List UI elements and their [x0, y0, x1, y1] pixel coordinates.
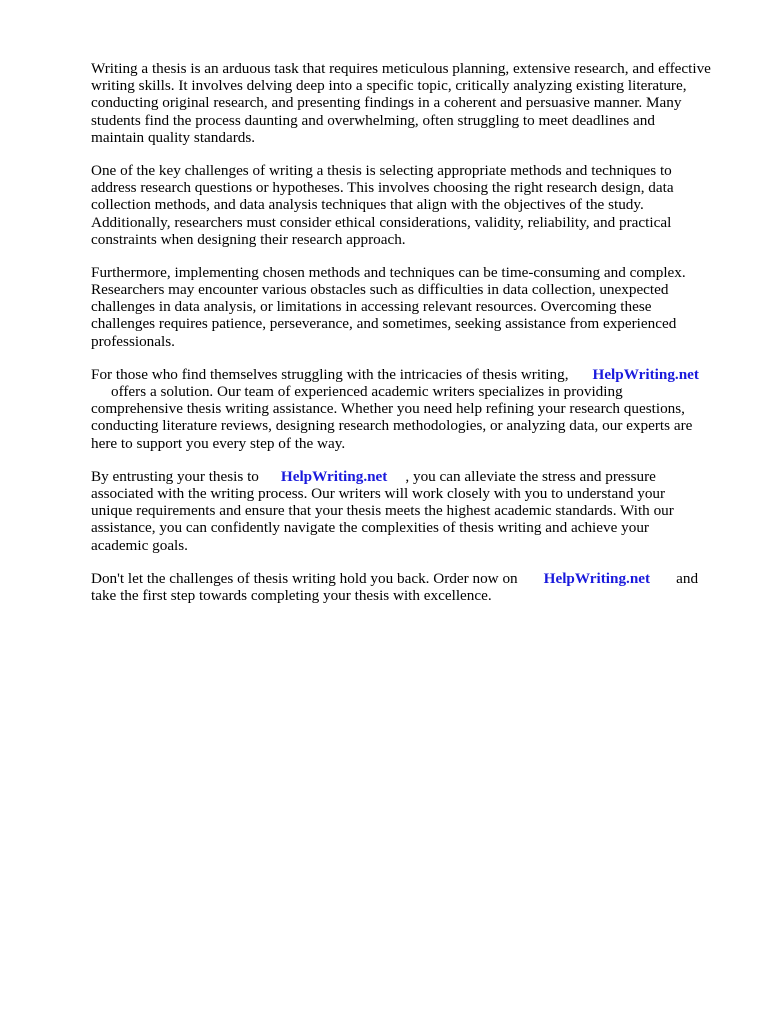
text-line: comprehensive thesis writing assistance. Whether you need help refining your research questions, — [91, 400, 685, 418]
text-line: students find the process daunting and overwhelming, often struggling to meet deadlines and — [91, 111, 655, 129]
paragraph-challenges — [91, 162, 731, 248]
document-body — [91, 60, 731, 620]
helpwriting-link[interactable]: HelpWriting.net — [280, 467, 388, 485]
paragraph-entrusting — [91, 468, 731, 554]
helpwriting-link[interactable]: HelpWriting.net — [592, 365, 699, 383]
text-line: conducting original research, and presenting findings in a coherent and persuasive manner. Many — [91, 94, 682, 112]
text-line: take the first step towards completing your thesis with excellence. — [91, 586, 492, 604]
text-segment: and — [676, 569, 699, 587]
text-line: One of the key challenges of writing a thesis is selecting appropriate methods and techniques to — [91, 161, 672, 179]
paragraph-call-to-action — [91, 570, 731, 604]
text-line: associated with the writing process. Our writers will work closely with you to understand your — [91, 484, 666, 502]
text-line: Additionally, researchers must consider ethical considerations, validity, reliability, and practical — [91, 213, 672, 231]
paragraph-intro — [91, 60, 731, 146]
text-line: address research questions or hypotheses. This involves choosing the right research design, data — [91, 179, 674, 197]
helpwriting-link[interactable]: HelpWriting.net — [543, 569, 651, 587]
text-line: Writing a thesis is an arduous task that requires meticulous planning, extensive research, and effective — [91, 60, 711, 77]
text-segment: Don't let the challenges of thesis writing hold you back. Order now on — [91, 569, 518, 587]
text-line — [91, 366, 731, 383]
paragraph-implementation — [91, 264, 731, 350]
text-line: Furthermore, implementing chosen methods and techniques can be time-consuming and complex. — [91, 263, 686, 281]
text-line: conducting literature reviews, designing research methodologies, or analyzing data, our experts are — [91, 417, 693, 435]
text-line: assistance, you can confidently navigate the complexities of thesis writing and achieve your — [91, 519, 649, 537]
text-line — [91, 468, 731, 485]
text-line: challenges requires patience, perseverance, and sometimes, seeking assistance from experienced — [91, 315, 677, 333]
text-segment: By entrusting your thesis to — [91, 467, 259, 485]
text-line — [91, 383, 731, 400]
text-line: collection methods, and data analysis techniques that align with the objectives of the study. — [91, 196, 644, 214]
text-line: academic goals. — [91, 536, 188, 554]
text-segment: For those who find themselves struggling with the intricacies of thesis writing, — [91, 365, 569, 383]
text-line — [91, 570, 731, 587]
text-segment: offers a solution. Our team of experienced academic writers specializes in providing — [111, 383, 623, 400]
paragraph-solution — [91, 366, 731, 452]
text-line: here to support you every step of the way. — [91, 434, 346, 452]
text-line: writing skills. It involves delving deep into a specific topic, critically analyzing existing literature, — [91, 77, 687, 95]
text-line: unique requirements and ensure that your thesis meets the highest academic standards. With our — [91, 502, 674, 520]
text-segment: , you can alleviate the stress and pressure — [405, 467, 656, 485]
text-line: constraints when designing their research approach. — [91, 230, 406, 248]
text-line: maintain quality standards. — [91, 128, 256, 146]
text-line: Researchers may encounter various obstacles such as difficulties in data collection, unexpected — [91, 281, 669, 299]
text-line: challenges in data analysis, or limitations in accessing relevant resources. Overcoming these — [91, 298, 652, 316]
text-line: professionals. — [91, 332, 175, 350]
